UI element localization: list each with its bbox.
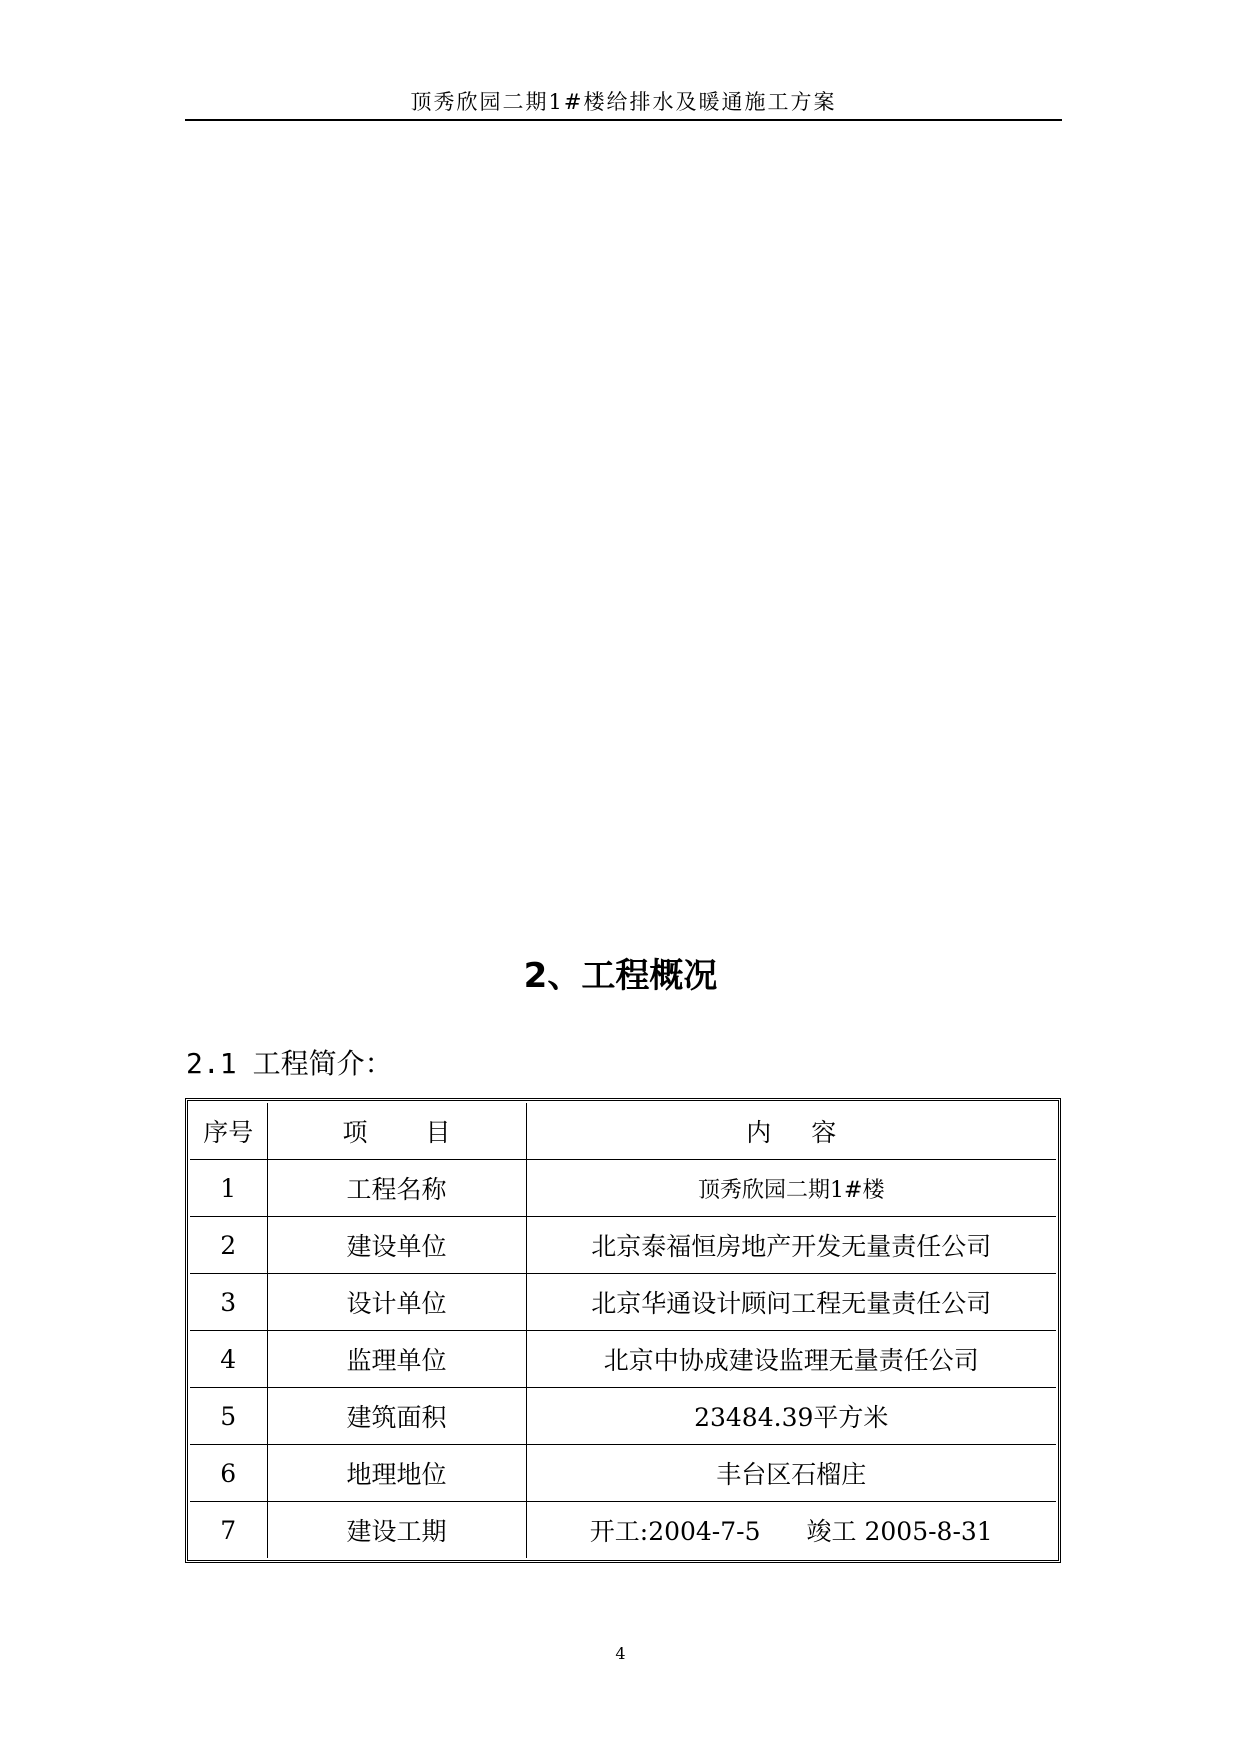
row-no: 4	[190, 1331, 267, 1388]
row-content: 顶秀欣园二期1#楼	[526, 1160, 1056, 1217]
subsection-label: 工程简介：	[252, 1047, 393, 1080]
header-content-label: 内容	[746, 1118, 877, 1147]
row-content: 23484.39平方米	[526, 1388, 1056, 1445]
row-content: 北京中协成建设监理无量责任公司	[526, 1331, 1056, 1388]
row-no: 3	[190, 1274, 267, 1331]
row-item: 监理单位	[267, 1331, 526, 1388]
table-header-row	[190, 1103, 1056, 1160]
row-item: 建筑面积	[267, 1388, 526, 1445]
header-item-label: 项目	[342, 1118, 509, 1147]
project-overview-table-frame	[185, 1098, 1061, 1563]
table-row	[190, 1388, 1056, 1445]
row-item: 工程名称	[267, 1160, 526, 1217]
row-no: 1	[190, 1160, 267, 1217]
project-overview-table	[190, 1103, 1056, 1558]
row-item: 设计单位	[267, 1274, 526, 1331]
row-no: 7	[190, 1502, 267, 1559]
row-item: 地理地位	[267, 1445, 526, 1502]
section-title: 2、工程概况	[523, 956, 718, 996]
row-no: 2	[190, 1217, 267, 1274]
subsection-number: 2.1	[186, 1047, 237, 1080]
row-content	[526, 1502, 1056, 1559]
table-row	[190, 1274, 1056, 1331]
header-cell-no: 序号	[190, 1103, 267, 1160]
row-content: 北京泰福恒房地产开发无量责任公司	[526, 1217, 1056, 1274]
row-content: 北京华通设计顾问工程无量责任公司	[526, 1274, 1056, 1331]
construction-start: 开工:2004-7-5	[589, 1517, 761, 1546]
table-row	[190, 1331, 1056, 1388]
table-row	[190, 1445, 1056, 1502]
subsection-title	[186, 1042, 393, 1082]
row-no: 6	[190, 1445, 267, 1502]
table-row	[190, 1160, 1056, 1217]
row-item: 建设工期	[267, 1502, 526, 1559]
row-no: 5	[190, 1388, 267, 1445]
table-row	[190, 1217, 1056, 1274]
table-row	[190, 1502, 1056, 1559]
page-number: 4	[615, 1644, 626, 1663]
header-divider	[185, 119, 1062, 121]
page-header-title: 顶秀欣园二期1#楼给排水及暖通施工方案	[410, 90, 837, 114]
header-cell-item	[267, 1103, 526, 1160]
header-cell-content	[526, 1103, 1056, 1160]
row-item: 建设单位	[267, 1217, 526, 1274]
row-content: 丰台区石榴庄	[526, 1445, 1056, 1502]
construction-end: 竣工 2005-8-31	[806, 1517, 993, 1546]
